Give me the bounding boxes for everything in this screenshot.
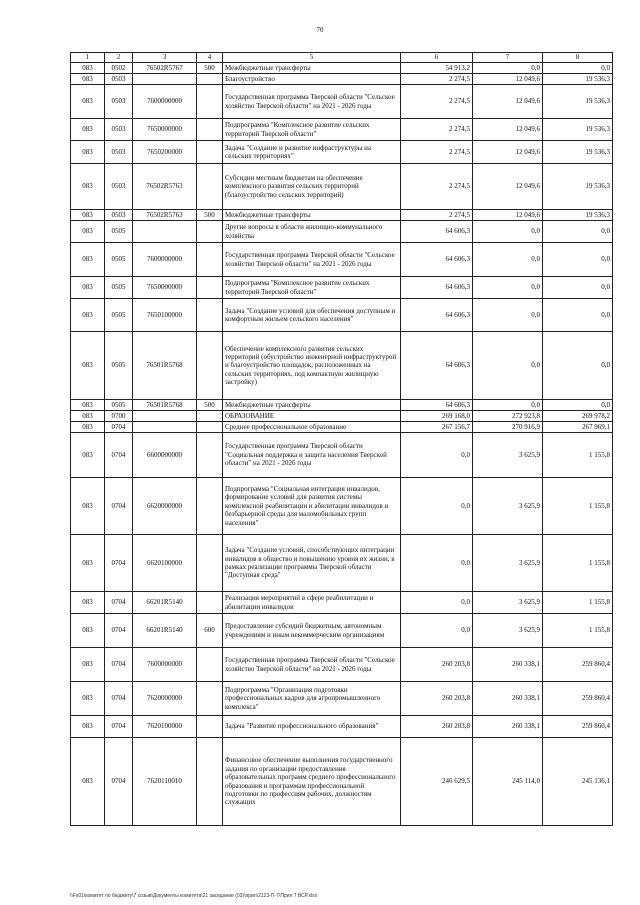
cell-amount-1: 64 606,3 (401, 221, 473, 243)
cell-expense-type (197, 119, 223, 141)
cell-amount-2: 272 923,8 (473, 411, 543, 422)
cell-target-code (133, 221, 197, 243)
budget-table (70, 52, 613, 826)
cell-amount-1: 0,0 (401, 433, 473, 478)
cell-admin-code: 083 (71, 277, 105, 299)
cell-amount-1: 2 274,5 (401, 119, 473, 141)
table-row (71, 682, 613, 716)
cell-admin-code: 083 (71, 716, 105, 738)
cell-amount-2: 3 625,9 (473, 433, 543, 478)
cell-amount-3: 1 155,8 (543, 535, 613, 592)
cell-name: Государственная программа Тверской области "Социальная поддержка и защита населения Тверской области" на 2021 - 2026 годы (223, 433, 401, 478)
cell-amount-1: 2 274,5 (401, 74, 473, 85)
cell-section-code: 0503 (105, 119, 133, 141)
cell-amount-1: 260 203,8 (401, 648, 473, 682)
cell-amount-2: 260 338,1 (473, 648, 543, 682)
cell-section-code: 0700 (105, 411, 133, 422)
cell-amount-2: 3 625,9 (473, 614, 543, 648)
cell-amount-3: 1 155,8 (543, 478, 613, 535)
cell-target-code: 66201R5140 (133, 614, 197, 648)
table-row (71, 141, 613, 164)
cell-name: Задача "Создание и развитие инфраструктуры на сельских территориях" (223, 141, 401, 164)
cell-amount-2: 12 049,6 (473, 164, 543, 210)
cell-name: Межбюджетные трансферты (223, 63, 401, 74)
cell-amount-2: 12 049,6 (473, 119, 543, 141)
cell-admin-code: 083 (71, 535, 105, 592)
cell-admin-code: 083 (71, 478, 105, 535)
table-row (71, 243, 613, 277)
cell-target-code: 66201R5140 (133, 592, 197, 614)
cell-target-code: 7620000000 (133, 682, 197, 716)
cell-amount-1: 64 606,3 (401, 332, 473, 400)
cell-section-code: 0704 (105, 614, 133, 648)
cell-section-code: 0502 (105, 63, 133, 74)
cell-amount-1: 0,0 (401, 592, 473, 614)
cell-expense-type (197, 221, 223, 243)
cell-section-code: 0704 (105, 422, 133, 433)
cell-amount-3: 269 978,2 (543, 411, 613, 422)
cell-amount-1: 267 156,7 (401, 422, 473, 433)
cell-expense-type: 500 (197, 400, 223, 411)
cell-amount-2: 3 625,9 (473, 478, 543, 535)
cell-amount-1: 54 913,2 (401, 63, 473, 74)
cell-target-code: 7600000000 (133, 648, 197, 682)
cell-admin-code: 083 (71, 422, 105, 433)
cell-name: Задача "Развитие профессионального образования" (223, 716, 401, 738)
cell-amount-1: 64 606,3 (401, 277, 473, 299)
cell-section-code: 0704 (105, 592, 133, 614)
table-row (71, 277, 613, 299)
cell-name: Реализация мероприятий в сфере реабилитации и абилитации инвалидов (223, 592, 401, 614)
cell-amount-3: 259 860,4 (543, 648, 613, 682)
cell-amount-3: 1 155,8 (543, 433, 613, 478)
cell-amount-1: 0,0 (401, 535, 473, 592)
cell-admin-code: 083 (71, 221, 105, 243)
table-row (71, 164, 613, 210)
cell-admin-code: 083 (71, 648, 105, 682)
cell-amount-3: 0,0 (543, 277, 613, 299)
cell-admin-code: 083 (71, 164, 105, 210)
table-row (71, 221, 613, 243)
cell-expense-type (197, 85, 223, 119)
cell-name: Государственная программа Тверской области "Сельское хозяйство Тверской области" на 2021 - 2026 годы (223, 648, 401, 682)
cell-section-code: 0505 (105, 299, 133, 332)
cell-amount-3: 19 536,3 (543, 141, 613, 164)
cell-amount-1: 2 274,5 (401, 141, 473, 164)
cell-target-code: 76501R5768 (133, 400, 197, 411)
header-cell: 3 (133, 53, 197, 63)
cell-expense-type (197, 243, 223, 277)
cell-name: ОБРАЗОВАНИЕ (223, 411, 401, 422)
cell-target-code: 7620100000 (133, 716, 197, 738)
cell-amount-1: 64 606,3 (401, 299, 473, 332)
cell-section-code: 0503 (105, 74, 133, 85)
cell-section-code: 0704 (105, 433, 133, 478)
cell-section-code: 0505 (105, 332, 133, 400)
cell-amount-1: 64 606,3 (401, 400, 473, 411)
cell-target-code: 7600000000 (133, 85, 197, 119)
table-row (71, 535, 613, 592)
cell-section-code: 0503 (105, 141, 133, 164)
cell-admin-code: 083 (71, 63, 105, 74)
table-row (71, 85, 613, 119)
cell-amount-2: 12 049,6 (473, 74, 543, 85)
cell-amount-3: 1 155,8 (543, 592, 613, 614)
table-row (71, 400, 613, 411)
page-number: 70 (316, 26, 324, 34)
cell-amount-3: 267 969,1 (543, 422, 613, 433)
cell-name: Подпрограмма "Социальная интеграция инвалидов, формирование условий для развития системы комплексной реабилитации и абилитации инвалидов и безбарьерной среды для маломобильных групп населения" (223, 478, 401, 535)
cell-target-code: 6620100000 (133, 535, 197, 592)
cell-amount-3: 19 536,3 (543, 119, 613, 141)
cell-expense-type: 500 (197, 210, 223, 221)
cell-expense-type (197, 299, 223, 332)
cell-amount-1: 246 629,5 (401, 738, 473, 826)
cell-admin-code: 083 (71, 85, 105, 119)
table-row (71, 614, 613, 648)
cell-target-code: 7600000000 (133, 243, 197, 277)
cell-expense-type (197, 332, 223, 400)
cell-amount-2: 3 625,9 (473, 592, 543, 614)
cell-target-code (133, 422, 197, 433)
cell-name: Государственная программа Тверской области "Сельское хозяйство Тверской области" на 2021 - 2026 годы (223, 243, 401, 277)
table-row (71, 63, 613, 74)
table-row (71, 592, 613, 614)
cell-expense-type: 600 (197, 614, 223, 648)
cell-amount-2: 0,0 (473, 221, 543, 243)
table-row (71, 433, 613, 478)
table-row (71, 716, 613, 738)
cell-target-code: 7650100000 (133, 299, 197, 332)
cell-target-code: 7650000000 (133, 277, 197, 299)
cell-admin-code: 083 (71, 592, 105, 614)
cell-admin-code: 083 (71, 74, 105, 85)
cell-name: Благоустройство (223, 74, 401, 85)
cell-amount-3: 19 536,3 (543, 85, 613, 119)
cell-amount-1: 0,0 (401, 614, 473, 648)
cell-target-code: 76502R5763 (133, 210, 197, 221)
cell-amount-2: 12 049,6 (473, 141, 543, 164)
cell-section-code: 0704 (105, 682, 133, 716)
cell-expense-type (197, 592, 223, 614)
cell-amount-3: 0,0 (543, 221, 613, 243)
cell-name: Финансовое обеспечение выполнения государственного задания по организации предоставления образовательных программ среднего профессионального образования и программам профессиональной подготовки по профессиям рабочих, должностям служащих (223, 738, 401, 826)
cell-name: Другие вопросы в области жилищно-коммунального хозяйства (223, 221, 401, 243)
cell-admin-code: 083 (71, 332, 105, 400)
cell-expense-type (197, 478, 223, 535)
table-row (71, 411, 613, 422)
cell-target-code: 6600000000 (133, 433, 197, 478)
cell-amount-2: 3 625,9 (473, 535, 543, 592)
cell-expense-type (197, 74, 223, 85)
cell-amount-3: 0,0 (543, 63, 613, 74)
cell-expense-type (197, 411, 223, 422)
cell-section-code: 0503 (105, 210, 133, 221)
cell-section-code: 0503 (105, 85, 133, 119)
cell-name: Подпрограмма "Комплексное развитие сельских территорий Тверской области" (223, 277, 401, 299)
cell-amount-2: 0,0 (473, 400, 543, 411)
cell-admin-code: 083 (71, 400, 105, 411)
cell-expense-type (197, 277, 223, 299)
header-cell: 6 (401, 53, 473, 63)
table-row (71, 119, 613, 141)
cell-expense-type (197, 141, 223, 164)
cell-admin-code: 083 (71, 299, 105, 332)
cell-target-code (133, 411, 197, 422)
cell-amount-3: 19 536,3 (543, 74, 613, 85)
table-row (71, 299, 613, 332)
cell-amount-3: 0,0 (543, 400, 613, 411)
cell-section-code: 0505 (105, 221, 133, 243)
cell-section-code: 0505 (105, 400, 133, 411)
cell-amount-1: 2 274,5 (401, 85, 473, 119)
cell-amount-1: 260 203,8 (401, 682, 473, 716)
cell-name: Подпрограмма "Организация подготовки профессиональных кадров для агропромышленного комплекса" (223, 682, 401, 716)
cell-expense-type (197, 164, 223, 210)
cell-expense-type (197, 422, 223, 433)
cell-section-code: 0505 (105, 243, 133, 277)
cell-name: Задача "Создание условий для обеспечения доступным и комфортным жильем сельского населения" (223, 299, 401, 332)
cell-section-code: 0503 (105, 164, 133, 210)
cell-section-code: 0704 (105, 738, 133, 826)
cell-amount-1: 269 168,0 (401, 411, 473, 422)
header-cell: 4 (197, 53, 223, 63)
cell-target-code: 76502R5767 (133, 63, 197, 74)
cell-expense-type (197, 648, 223, 682)
cell-target-code: 76502R5763 (133, 164, 197, 210)
cell-section-code: 0505 (105, 277, 133, 299)
cell-amount-3: 0,0 (543, 299, 613, 332)
cell-name: Межбюджетные трансферты (223, 400, 401, 411)
table-row (71, 478, 613, 535)
table-row (71, 738, 613, 826)
cell-name: Государственная программа Тверской области "Сельское хозяйство Тверской области" на 2021 - 2026 годы (223, 85, 401, 119)
cell-admin-code: 083 (71, 141, 105, 164)
cell-admin-code: 083 (71, 738, 105, 826)
cell-expense-type (197, 535, 223, 592)
cell-admin-code: 083 (71, 614, 105, 648)
cell-amount-3: 259 860,4 (543, 716, 613, 738)
cell-amount-2: 12 049,6 (473, 210, 543, 221)
cell-expense-type (197, 682, 223, 716)
cell-admin-code: 083 (71, 682, 105, 716)
file-path-footer: \\Fs01\комитет по бюджету\7 созыв\Документы комитета\21 заседание (03)\прил\2123-П-7\Прил 7 ВСР.xlsx (70, 893, 318, 899)
table-header-row (71, 53, 613, 63)
cell-amount-2: 0,0 (473, 277, 543, 299)
cell-name: Предоставление субсидий бюджетным, автономным учреждениям и иным некоммерческим организациям (223, 614, 401, 648)
cell-admin-code: 083 (71, 433, 105, 478)
cell-amount-2: 0,0 (473, 332, 543, 400)
cell-target-code (133, 74, 197, 85)
cell-section-code: 0704 (105, 478, 133, 535)
table-row (71, 422, 613, 433)
cell-amount-1: 2 274,5 (401, 164, 473, 210)
cell-expense-type: 500 (197, 63, 223, 74)
cell-amount-3: 245 136,1 (543, 738, 613, 826)
header-cell: 8 (543, 53, 613, 63)
cell-amount-2: 260 338,1 (473, 716, 543, 738)
cell-target-code: 7620110010 (133, 738, 197, 826)
cell-amount-3: 1 155,8 (543, 614, 613, 648)
cell-expense-type (197, 433, 223, 478)
cell-name: Межбюджетные трансферты (223, 210, 401, 221)
cell-amount-1: 0,0 (401, 478, 473, 535)
cell-target-code: 7650200000 (133, 141, 197, 164)
cell-amount-1: 2 274,5 (401, 210, 473, 221)
cell-amount-2: 12 049,6 (473, 85, 543, 119)
cell-amount-2: 245 114,0 (473, 738, 543, 826)
cell-amount-3: 259 860,4 (543, 682, 613, 716)
cell-amount-3: 19 536,3 (543, 210, 613, 221)
cell-name: Задача "Создание условий, способствующих интеграции инвалидов в общество и повышению уровня их жизни, в рамках реализации программы Тверской области "Доступная среда" (223, 535, 401, 592)
cell-amount-3: 0,0 (543, 332, 613, 400)
header-cell: 1 (71, 53, 105, 63)
table-row (71, 648, 613, 682)
cell-expense-type (197, 716, 223, 738)
cell-amount-3: 19 536,3 (543, 164, 613, 210)
cell-amount-1: 64 606,3 (401, 243, 473, 277)
table-row (71, 210, 613, 221)
cell-target-code: 7650000000 (133, 119, 197, 141)
cell-amount-2: 0,0 (473, 299, 543, 332)
cell-expense-type (197, 738, 223, 826)
cell-section-code: 0704 (105, 648, 133, 682)
cell-admin-code: 083 (71, 243, 105, 277)
cell-name: Субсидии местным бюджетам на обеспечение комплексного развития сельских территорий (благоустройство сельских территорий) (223, 164, 401, 210)
cell-amount-2: 0,0 (473, 243, 543, 277)
cell-section-code: 0704 (105, 716, 133, 738)
cell-name: Подпрограмма "Комплексное развитие сельских территорий Тверской области" (223, 119, 401, 141)
cell-admin-code: 083 (71, 119, 105, 141)
cell-admin-code: 083 (71, 411, 105, 422)
cell-amount-1: 260 203,8 (401, 716, 473, 738)
cell-amount-2: 260 338,1 (473, 682, 543, 716)
cell-target-code: 76501R5768 (133, 332, 197, 400)
cell-amount-2: 0,0 (473, 63, 543, 74)
table-row (71, 74, 613, 85)
header-cell: 7 (473, 53, 543, 63)
cell-amount-3: 0,0 (543, 243, 613, 277)
cell-name: Обеспечение комплексного развития сельских территорий (обустройство инженерной инфраструктурой и благоустройство площадок, расположенных на сельских территориях, под компактную жилищную застройку) (223, 332, 401, 400)
table-row (71, 332, 613, 400)
header-cell: 2 (105, 53, 133, 63)
cell-target-code: 6620000000 (133, 478, 197, 535)
header-cell: 5 (223, 53, 401, 63)
cell-name: Среднее профессиональное образование (223, 422, 401, 433)
cell-section-code: 0704 (105, 535, 133, 592)
cell-admin-code: 083 (71, 210, 105, 221)
cell-amount-2: 270 916,9 (473, 422, 543, 433)
